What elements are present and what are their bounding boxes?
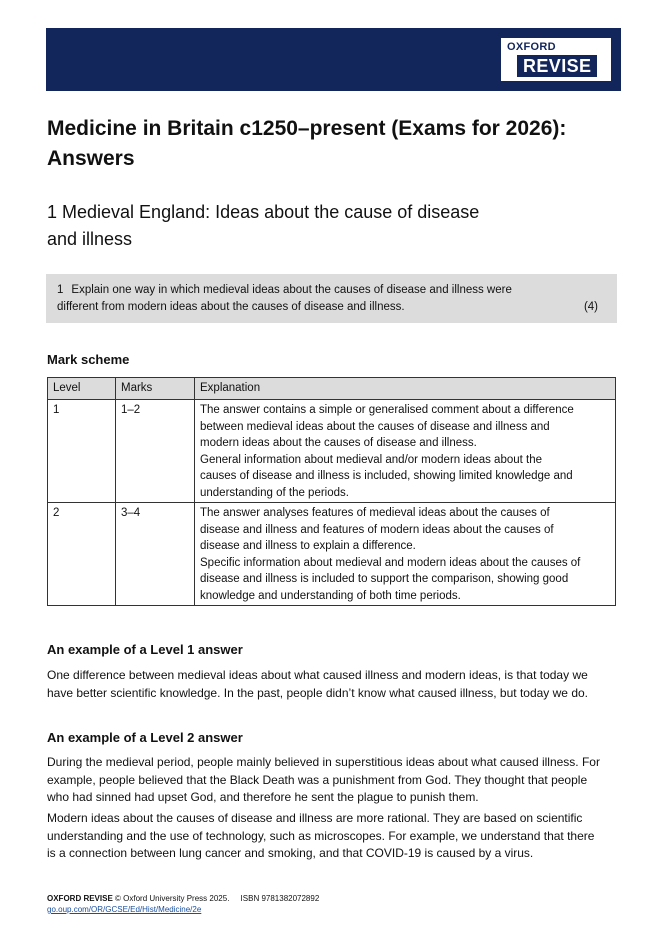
mark-scheme-table: [47, 377, 616, 606]
explanation-line: between medieval ideas about the causes of disease and illness and: [200, 420, 550, 433]
explanation-line: causes of disease and illness is included, showing limited knowledge and: [200, 470, 573, 482]
cell-level: 2: [48, 503, 116, 606]
cell-marks: 1–2: [116, 400, 195, 503]
page-title: [47, 114, 637, 174]
footer-link[interactable]: go.oup.com/OR/GCSE/Ed/Hist/Medicine/2e: [47, 905, 202, 914]
section-title-line: 1 Medieval England: Ideas about the cause of disease: [47, 202, 480, 222]
explanation-line: Specific information about medieval and modern ideas about the causes of: [200, 556, 581, 569]
cell-marks: 3–4: [116, 503, 195, 606]
page-footer: [47, 893, 319, 915]
question-marks: (4): [583, 301, 598, 313]
cell-explanation: [195, 503, 616, 606]
cell-level: 1: [48, 400, 116, 503]
explanation-line: General information about medieval and/or modern ideas about the: [200, 453, 543, 466]
answer-line: One difference between medieval ideas about what caused illness and modern ideas, is that today we: [47, 668, 588, 682]
answer-line: During the medieval period, people mainly believed in superstitious ideas about what caused illness. For: [47, 755, 600, 769]
explanation-line: The answer analyses features of medieval ideas about the causes of: [200, 507, 550, 519]
level2-answer-paragraph-1: [47, 754, 622, 807]
explanation-line: understanding of the periods.: [200, 486, 349, 499]
answer-line: understanding and the use of technology, such as microscopes. For example, we understand that there: [47, 828, 595, 843]
explanation-line: disease and illness to explain a difference.: [200, 540, 416, 552]
explanation-line: modern ideas about the causes of disease and illness.: [200, 437, 477, 449]
explanation-line: disease and illness is included to support the comparison, showing good: [200, 573, 569, 585]
explanation-line: knowledge and understanding of both time periods.: [200, 589, 461, 602]
section-title-line: and illness: [47, 229, 133, 249]
level1-heading: An example of a Level 1 answer: [47, 642, 243, 657]
page-title-line: Medicine in Britain c1250–present (Exams for 2026):: [47, 117, 567, 140]
answer-line: who had sinned had upset God, and therefore he sent the plague to punish them.: [47, 790, 479, 804]
explanation-line: disease and illness and features of modern ideas about the causes of: [200, 523, 554, 536]
section-title: [47, 199, 587, 253]
answer-line: is a connection between lung cancer and smoking, and that COVID-19 is caused by a virus.: [47, 846, 534, 860]
question-number: 1: [57, 284, 64, 296]
column-header-marks: Marks: [116, 378, 195, 400]
cell-explanation: [195, 400, 616, 503]
footer-brand: OXFORD REVISE: [47, 894, 113, 903]
level2-heading: An example of a Level 2 answer: [47, 730, 243, 745]
question-box: [46, 274, 617, 323]
answer-line: example, people believed that the Black Death was a punishment from God. They thought that people: [47, 772, 588, 787]
oxford-revise-logo: [501, 38, 611, 81]
logo-bottom-text: REVISE: [517, 55, 597, 77]
level1-answer: [47, 667, 622, 702]
table-row: [48, 400, 616, 503]
header-banner: [46, 28, 621, 91]
table-header-row: [48, 378, 616, 400]
explanation-line: The answer contains a simple or generalised comment about a difference: [200, 404, 574, 416]
question-text-1: Explain one way in which medieval ideas about the causes of disease and illness were: [71, 284, 512, 296]
question-text-2: different from modern ideas about the causes of disease and illness.: [57, 301, 405, 313]
column-header-explanation: Explanation: [195, 378, 616, 400]
answer-line: have better scientific knowledge. In the past, people didn’t know what caused illness, but today we do.: [47, 685, 588, 700]
page-title-line: Answers: [47, 147, 135, 170]
answer-line: Modern ideas about the causes of disease and illness are more rational. They are based on scientific: [47, 811, 583, 825]
column-header-level: Level: [48, 378, 116, 400]
question-line: [57, 282, 603, 299]
footer-isbn: ISBN 9781382072892: [240, 894, 320, 903]
mark-scheme-heading: Mark scheme: [47, 352, 130, 367]
level2-answer-paragraph-2: [47, 810, 622, 863]
table-row: [48, 503, 616, 606]
footer-line: [47, 893, 319, 904]
logo-top-text: OXFORD: [507, 41, 556, 53]
footer-copyright: © Oxford University Press 2025.: [115, 894, 230, 903]
